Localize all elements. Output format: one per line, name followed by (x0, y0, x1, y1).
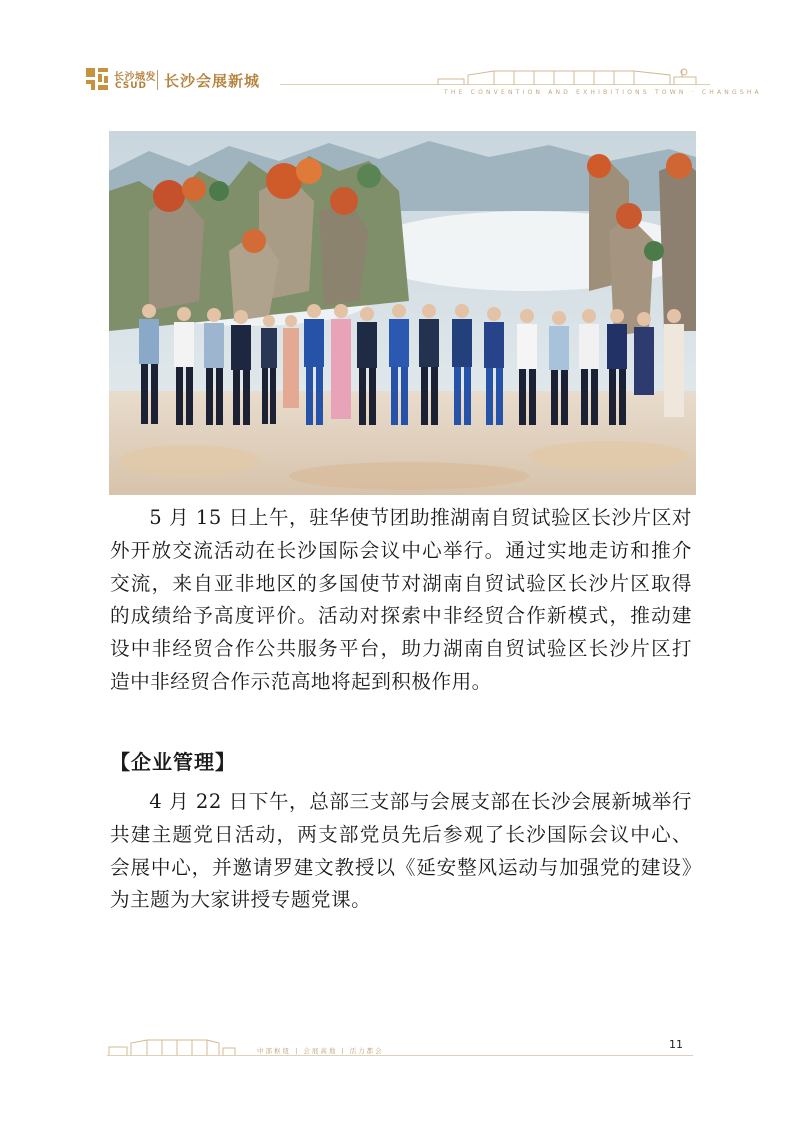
news-paragraph-party-day: 4 月 22 日下午，总部三支部与会展支部在长沙会展新城举行共建主题党日活动，两支部党员先后参观了长沙国际会议中心、会展中心，并邀请罗建文教授以《延安整风运动与加强党的建设》为主题为大家讲授专题党课。 (110, 790, 692, 912)
footer-rule (107, 1055, 693, 1056)
group-photo (109, 131, 696, 495)
csud-logo-icon (84, 66, 110, 92)
news-paragraph-envoys: 5 月 15 日上午，驻华使节团助推湖南自贸试验区长沙片区对外开放交流活动在长沙国际会议中心举行。通过实地走访和推介交流，来自亚非地区的多国使节对湖南自贸试验区长沙片区取得的成绩给予高度评价。活动对探索中非经贸合作新模式，推动建设中非经贸合作公共服务平台，助力湖南自贸试验区长沙片区打造中非经贸合作示范高地将起到积极作用。 (110, 506, 692, 693)
brand-name-cn: 长沙城发 (114, 72, 156, 83)
skyline-illustration-icon (434, 65, 704, 87)
group-photo-illustration (109, 131, 696, 495)
header-tagline: THE CONVENTION AND EXHIBITIONS TOWN · CHANGSHA (444, 89, 762, 96)
header-divider (157, 70, 158, 90)
page-header (84, 62, 762, 98)
footer-slogan: 中部枢纽 | 会展高地 | 活力都会 (257, 1047, 384, 1055)
header-title: 长沙会展新城 (164, 72, 261, 90)
footer-skyline-icon (107, 1035, 237, 1055)
section-heading-enterprise-management: 【企业管理】 (110, 750, 236, 774)
page-number: 11 (669, 1038, 683, 1051)
brand-name-en: CSUD (115, 81, 148, 91)
page-footer (107, 1033, 693, 1063)
